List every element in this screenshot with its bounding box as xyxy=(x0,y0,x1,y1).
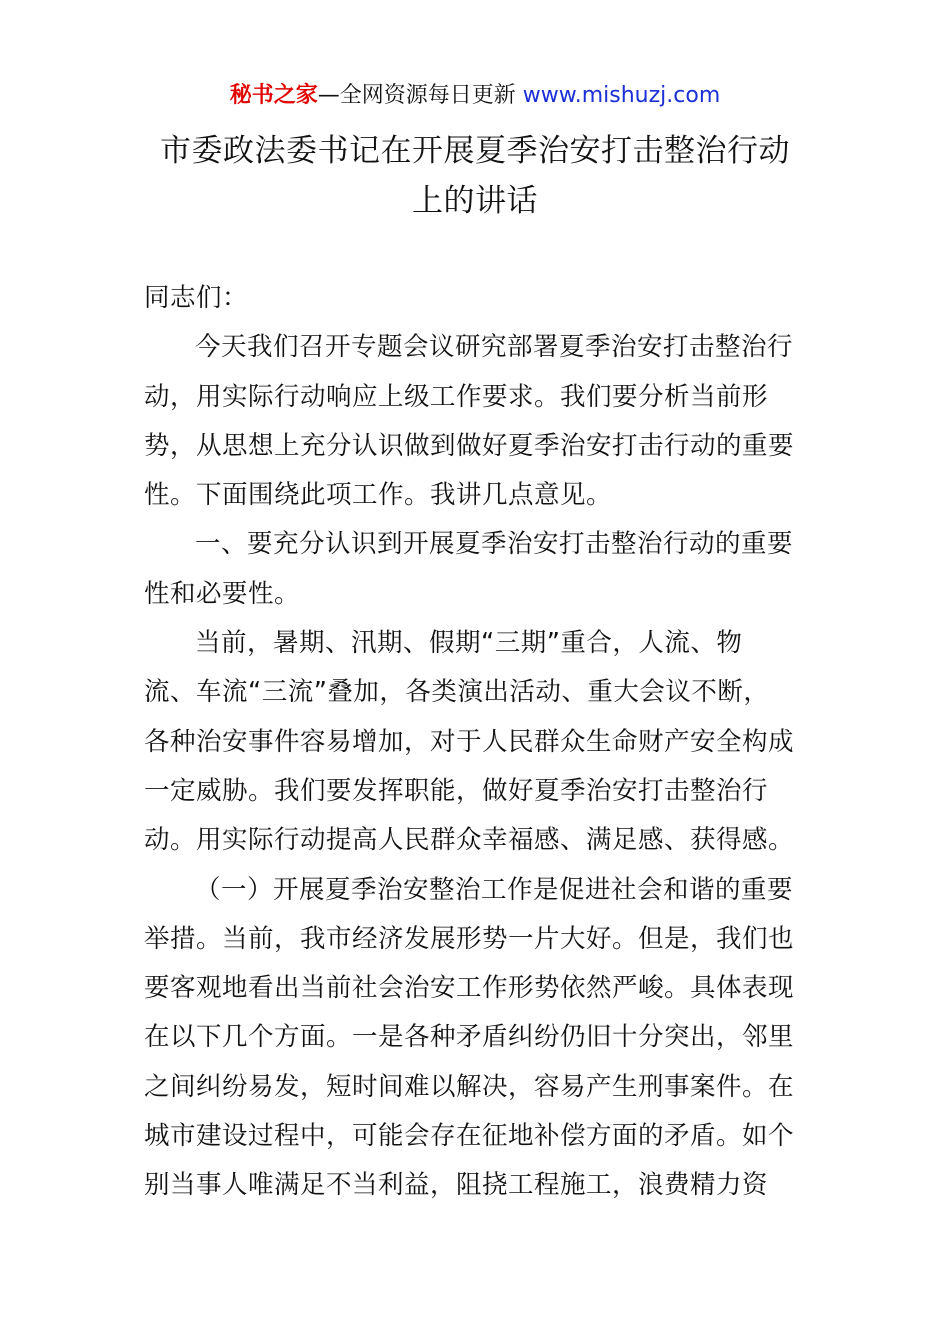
paragraph-opening xyxy=(144,323,806,520)
salutation-line: 同志们： xyxy=(144,283,249,313)
title-line-2: 上的讲话 xyxy=(412,183,538,219)
paragraph-line: 动。用实际行动提高人民群众幸福感、满足感、获得感。 xyxy=(144,825,795,856)
paragraph-situation xyxy=(144,619,806,865)
paragraph-line: 动，用实际行动响应上级工作要求。我们要分析当前形 xyxy=(144,381,769,412)
paragraph-line: 城市建设过程中，可能会存在征地补偿方面的矛盾。如个 xyxy=(144,1121,795,1152)
paragraph-line: 性。下面围绕此项工作。我讲几点意见。 xyxy=(144,480,613,511)
title-line-1: 市委政法委书记在开展夏季治安打击整治行动 xyxy=(160,133,790,169)
paragraph-line: 别当事人唯满足不当利益，阻挠工程施工，浪费精力资 xyxy=(144,1170,769,1201)
paragraph-line: 之间纠纷易发，短时间难以解决，容易产生刑事案件。在 xyxy=(144,1071,795,1102)
paragraph-line: 在以下几个方面。一是各种矛盾纠纷仍旧十分突出，邻里 xyxy=(144,1022,795,1053)
paragraph-line: 今天我们召开专题会议研究部署夏季治安打击整治行 xyxy=(195,332,794,363)
paragraph-line: （一）开展夏季治安整治工作是促进社会和谐的重要 xyxy=(195,874,794,905)
document-title xyxy=(140,126,810,226)
document-body xyxy=(144,274,806,1211)
paragraph-line: 各种治安事件容易增加，对于人民群众生命财产安全构成 xyxy=(144,726,795,757)
site-header xyxy=(0,80,950,112)
heading-line: 性和必要性。 xyxy=(144,578,301,609)
paragraph-line: 要客观地看出当前社会治安工作形势依然严峻。具体表现 xyxy=(144,973,795,1004)
paragraph-line: 一定威胁。我们要发挥职能，做好夏季治安打击整治行 xyxy=(144,775,769,806)
heading-line: 一、要充分认识到开展夏季治安打击整治行动的重要 xyxy=(195,529,794,560)
section-heading-1 xyxy=(144,520,806,619)
salutation xyxy=(144,274,806,323)
site-url-link[interactable]: www.mishuzj.com xyxy=(522,83,721,108)
paragraph-subsection-1 xyxy=(144,866,806,1211)
paragraph-line: 举措。当前，我市经济发展形势一片大好。但是，我们也 xyxy=(144,923,795,954)
paragraph-line: 流、车流“三流”叠加，各类演出活动、重大会议不断， xyxy=(144,677,770,708)
paragraph-line: 当前，暑期、汛期、假期“三期”重合，人流、物 xyxy=(195,628,743,659)
brand-name: 秘书之家 xyxy=(229,83,318,108)
header-tagline: —全网资源每日更新 xyxy=(317,83,523,108)
paragraph-line: 势，从思想上充分认识做到做好夏季治安打击行动的重要 xyxy=(144,430,795,461)
